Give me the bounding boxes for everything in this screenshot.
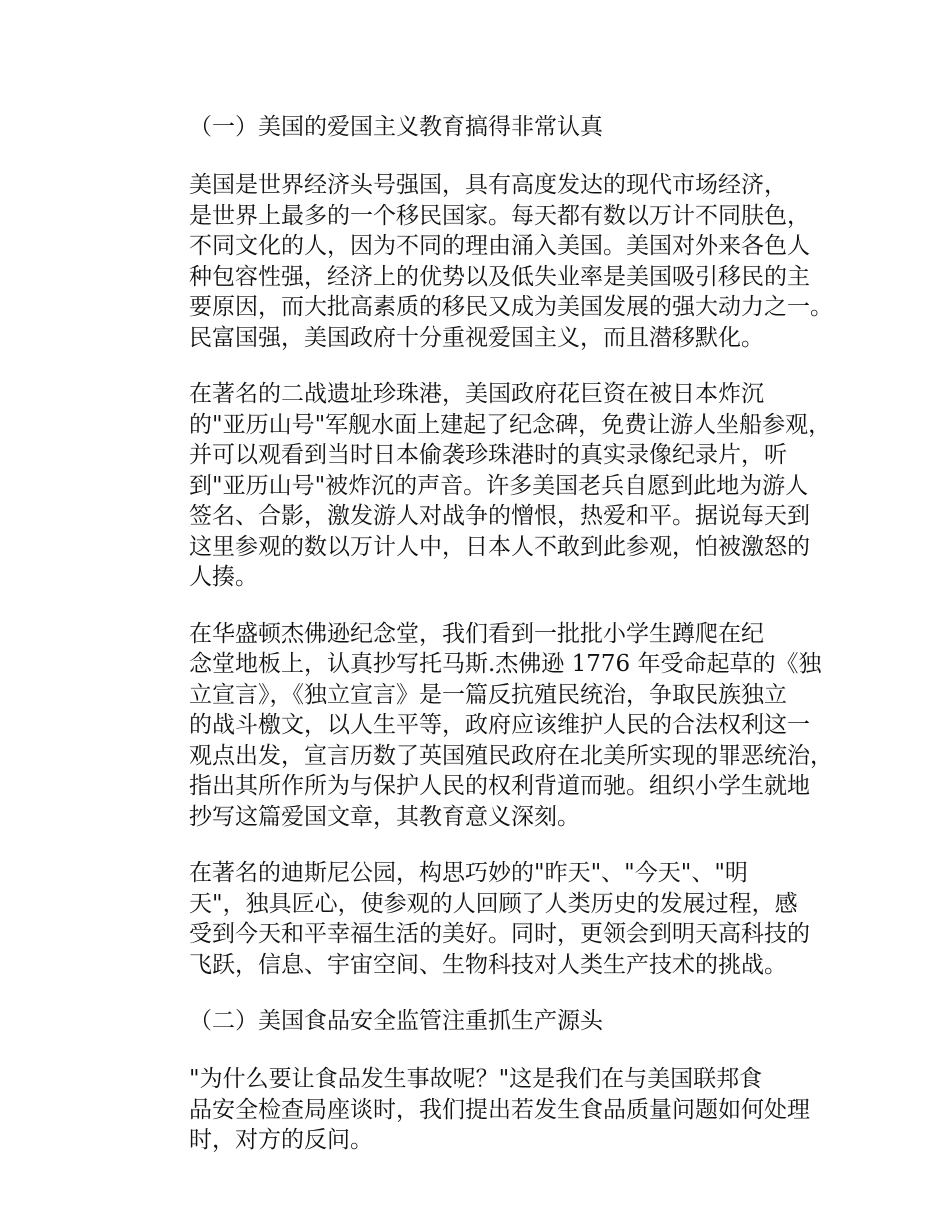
text-line: 指出其所作所为与保护人民的权利背道而驰。组织小学生就地 (189, 773, 810, 799)
paragraph-pearl-harbor (143, 379, 833, 593)
text-line: 在著名的二战遗址珍珠港，美国政府花巨资在被日本炸沉 (189, 381, 764, 407)
text-line: 受到今天和平幸福生活的美好。同时，更领会到明天高科技的 (189, 921, 810, 947)
text-line: 立宣言》，《独立宣言》是一篇反抗殖民统治，争取民族独立 (189, 681, 787, 708)
text-line: 这里参观的数以万计人中，日本人不敢到此参观，怕被激怒的 (189, 533, 810, 560)
text-line: 美国是世界经济头号强国，具有高度发达的现代市场经济， (189, 172, 787, 198)
paragraph-jefferson-memorial (143, 619, 833, 833)
text-line: "为什么要让食品发生事故呢？"这是我们在与美国联邦食 (189, 1066, 763, 1092)
text-line: 抄写这篇爱国文章，其教育意义深刻。 (189, 803, 580, 830)
text-line: 签名、合影，激发游人对战争的憎恨，热爱和平。据说每天到 (189, 503, 810, 529)
text-line: 飞跃，信息、宇宙空间、生物科技对人类生产技术的挑战。 (189, 951, 787, 978)
text-line: 并可以观看到当时日本偷袭珍珠港时的真实录像纪录片，听 (189, 442, 787, 468)
text-line: 要原因，而大批高素质的移民又成为美国发展的强大动力之一。 (189, 294, 833, 320)
text-line: 在著名的迪斯尼公园，构思巧妙的"昨天"、"今天"、"明 (189, 860, 748, 886)
text-line: 念堂地板上，认真抄写托马斯.杰佛逊 1776 年受命起草的《独 (189, 651, 822, 677)
paragraph-food-safety (143, 1064, 833, 1156)
text-line: 人揍。 (189, 564, 258, 590)
text-line: 不同文化的人，因为不同的理由涌入美国。美国对外来各色人 (189, 233, 810, 259)
document-page (143, 112, 833, 1182)
text-line: 的"亚历山号"军舰水面上建起了纪念碑，免费让游人坐船参观， (189, 411, 832, 438)
paragraph-immigration (143, 170, 833, 353)
text-line: 时，对方的反问。 (189, 1127, 373, 1153)
text-line: 是世界上最多的一个移民国家。每天都有数以万计不同肤色， (189, 202, 810, 229)
text-line: 民富国强，美国政府十分重视爱国主义，而且潜移默化。 (189, 324, 764, 351)
paragraph-disney-park (143, 858, 833, 980)
text-line: 天"，独具匠心，使参观的人回顾了人类历史的发展过程，感 (189, 890, 798, 917)
text-line: 在华盛顿杰佛逊纪念堂，我们看到一批批小学生蹲爬在纪 (189, 620, 764, 647)
section-heading-1: （一）美国的爱国主义教育搞得非常认真 (189, 114, 603, 140)
text-line: 种包容性强，经济上的优势以及低失业率是美国吸引移民的主 (189, 263, 810, 290)
section-heading-2: （二）美国食品安全监管注重抓生产源头 (189, 1008, 603, 1034)
text-line: 到"亚历山号"被炸沉的声音。许多美国老兵自愿到此地为游人 (189, 472, 809, 499)
text-line: 观点出发，宣言历数了英国殖民政府在北美所实现的罪恶统治， (189, 742, 833, 769)
text-line: 品安全检查局座谈时，我们提出若发生食品质量问题如何处理 (189, 1096, 810, 1123)
text-line: 的战斗檄文，以人生平等，政府应该维护人民的合法权利这一 (189, 712, 810, 738)
